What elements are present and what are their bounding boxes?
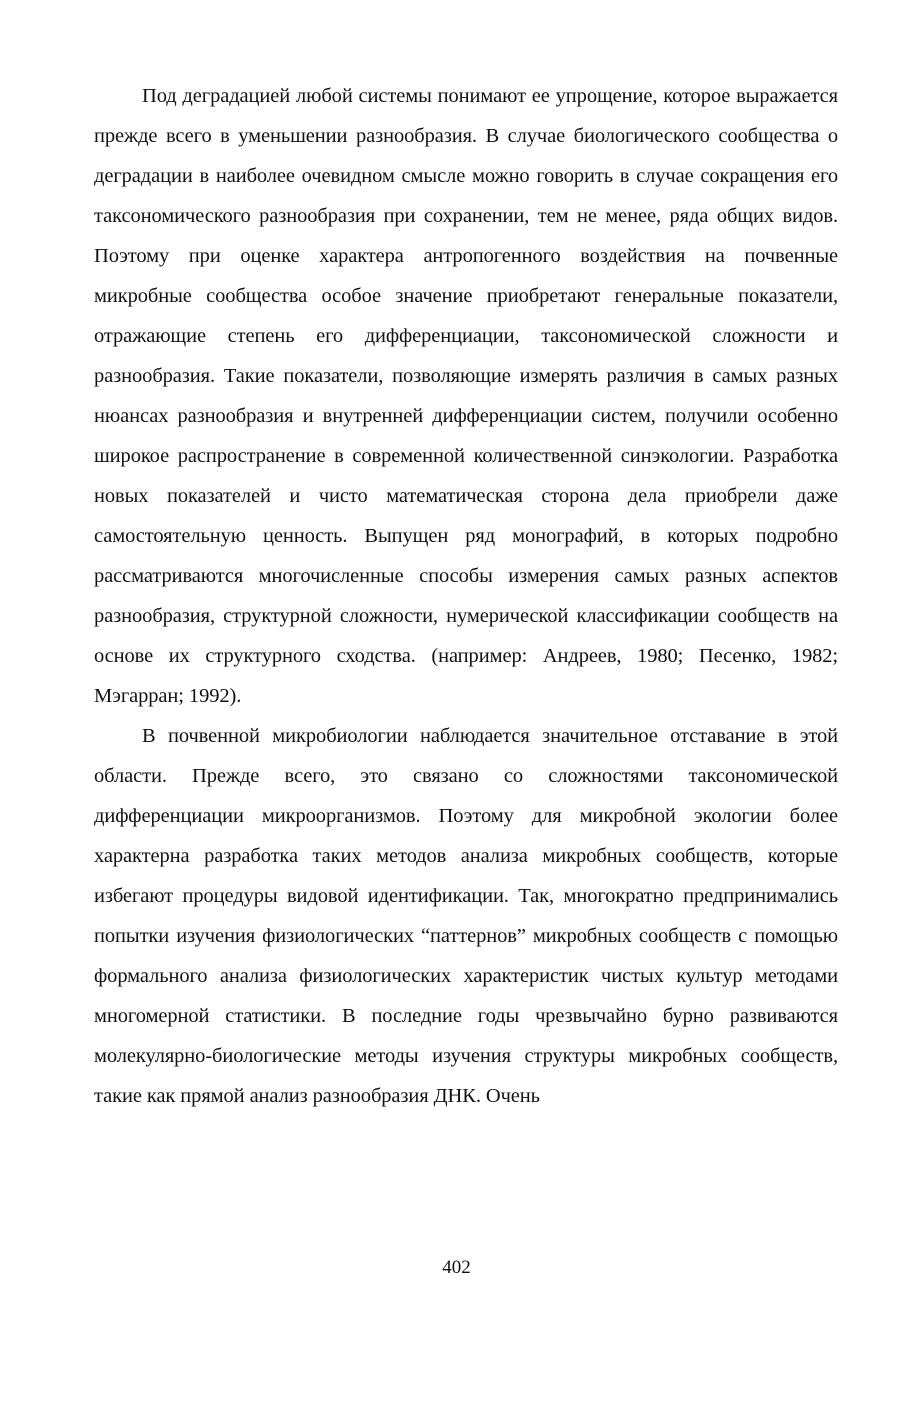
page-number: 402 [442,1257,471,1278]
paragraph-2: В почвенной микробиологии наблюдается значительное отставание в этой области. Прежде всего, это связано со сложностями таксономической дифференциации микроорганизмов. Поэтому для микробной экологии более характерна разработка таких методов анализа микробных сообществ, которые избегают процедуры видовой идентификации. Так, многократно предпринимались попытки изучения физиологических “паттернов” микробных сообществ с помощью формального анализа физиологических характеристик чистых культур методами многомерной статистики. В последние годы чрезвычайно бурно развиваются молекулярно-биологические методы изучения структуры микробных сообществ, такие как прямой анализ разнообразия ДНК. Очень [94,725,838,1107]
body-text [94,76,838,1116]
paragraph-1: Под деградацией любой системы понимают ее упрощение, которое выражается прежде всего в уменьшении разнообразия. В случае биологического сообщества о деградации в наиболее очевидном смысле можно говорить в случае сокращения его таксономического разнообразия при сохранении, тем не менее, ряда общих видов. Поэтому при оценке характера антропогенного воздействия на почвенные микробные сообщества особое значение приобретают генеральные показатели, отражающие степень его дифференциации, таксономической сложности и разнообразия. Такие показатели, позволяющие измерять различия в самых разных нюансах разнообразия и внутренней дифференциации систем, получили особенно широкое распространение в современной количественной синэкологии. Разработка новых показателей и чисто математическая сторона дела приобрели даже самостоятельную ценность. Выпущен ряд монографий, в которых подробно рассматриваются многочисленные способы измерения самых разных аспектов разнообразия, структурной сложности, нумерической классификации сообществ на основе их структурного сходства. (например: Андреев, 1980; Песенко, 1982; Мэгарран; 1992). [94,85,838,707]
